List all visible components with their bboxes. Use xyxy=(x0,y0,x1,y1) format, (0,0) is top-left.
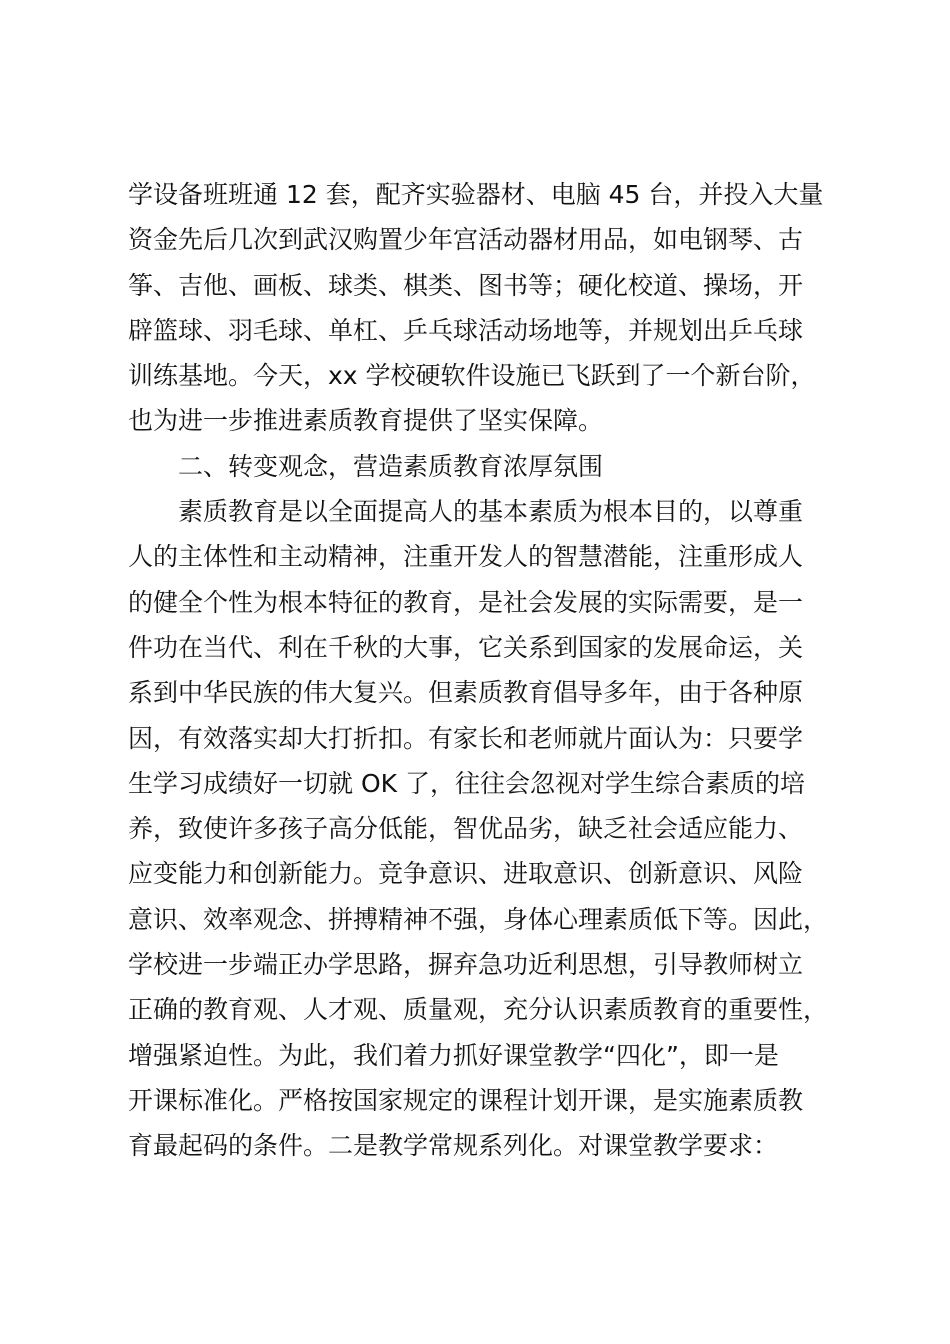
text-line: 训练基地。今天，xx 学校硬软件设施已飞跃到了一个新台阶， xyxy=(128,361,816,391)
text-line: 系到中华民族的伟大复兴。但素质教育倡导多年，由于各种原 xyxy=(128,678,804,708)
text-line: 增强紧迫性。为此，我们着力抓好课堂教学“四化”，即一是 xyxy=(128,1040,779,1070)
text-line: 资金先后几次到武汉购置少年宫活动器材用品，如电钢琴、古 xyxy=(128,225,804,255)
text-line: 生学习成绩好一切就 OK 了，往往会忽视对学生综合素质的培 xyxy=(128,768,805,798)
text-line: 人的主体性和主动精神，注重开发人的智慧潜能，注重形成人 xyxy=(128,542,804,572)
body-text xyxy=(128,172,863,1169)
text-line: 件功在当代、利在千秋的大事，它关系到国家的发展命运，关 xyxy=(128,632,804,662)
text-line: 的健全个性为根本特征的教育，是社会发展的实际需要，是一 xyxy=(128,587,804,617)
text-line: 养，致使许多孩子高分低能，智优品劣，缺乏社会适应能力、 xyxy=(128,814,804,844)
text-line: 筝、吉他、画板、球类、棋类、图书等；硬化校道、操场，开 xyxy=(128,270,804,300)
text-line: 因，有效落实却大打折扣。有家长和老师就片面认为：只要学 xyxy=(128,723,804,753)
text-line: 育最起码的条件。二是教学常规系列化。对课堂教学要求： xyxy=(128,1131,779,1161)
text-line: 也为进一步推进素质教育提供了坚实保障。 xyxy=(128,406,604,436)
text-line: 开课标准化。严格按国家规定的课程计划开课，是实施素质教 xyxy=(128,1085,804,1115)
text-line: 辟篮球、羽毛球、单杠、乒乓球活动场地等，并规划出乒乓球 xyxy=(128,315,804,345)
section-heading: 二、转变观念，营造素质教育浓厚氛围 xyxy=(178,451,604,481)
text-line: 学校进一步端正办学思路，摒弃急功近利思想，引导教师树立 xyxy=(128,950,804,980)
text-line: 学设备班班通 12 套，配齐实验器材、电脑 45 台，并投入大量 xyxy=(128,180,824,209)
text-line: 正确的教育观、人才观、质量观，充分认识素质教育的重要性， xyxy=(128,995,829,1025)
text-line: 应变能力和创新能力。竞争意识、进取意识、创新意识、风险 xyxy=(128,859,804,889)
text-line: 素质教育是以全面提高人的基本素质为根本目的，以尊重 xyxy=(178,497,804,527)
text-line: 意识、效率观念、拼搏精神不强，身体心理素质低下等。因此， xyxy=(128,904,829,934)
